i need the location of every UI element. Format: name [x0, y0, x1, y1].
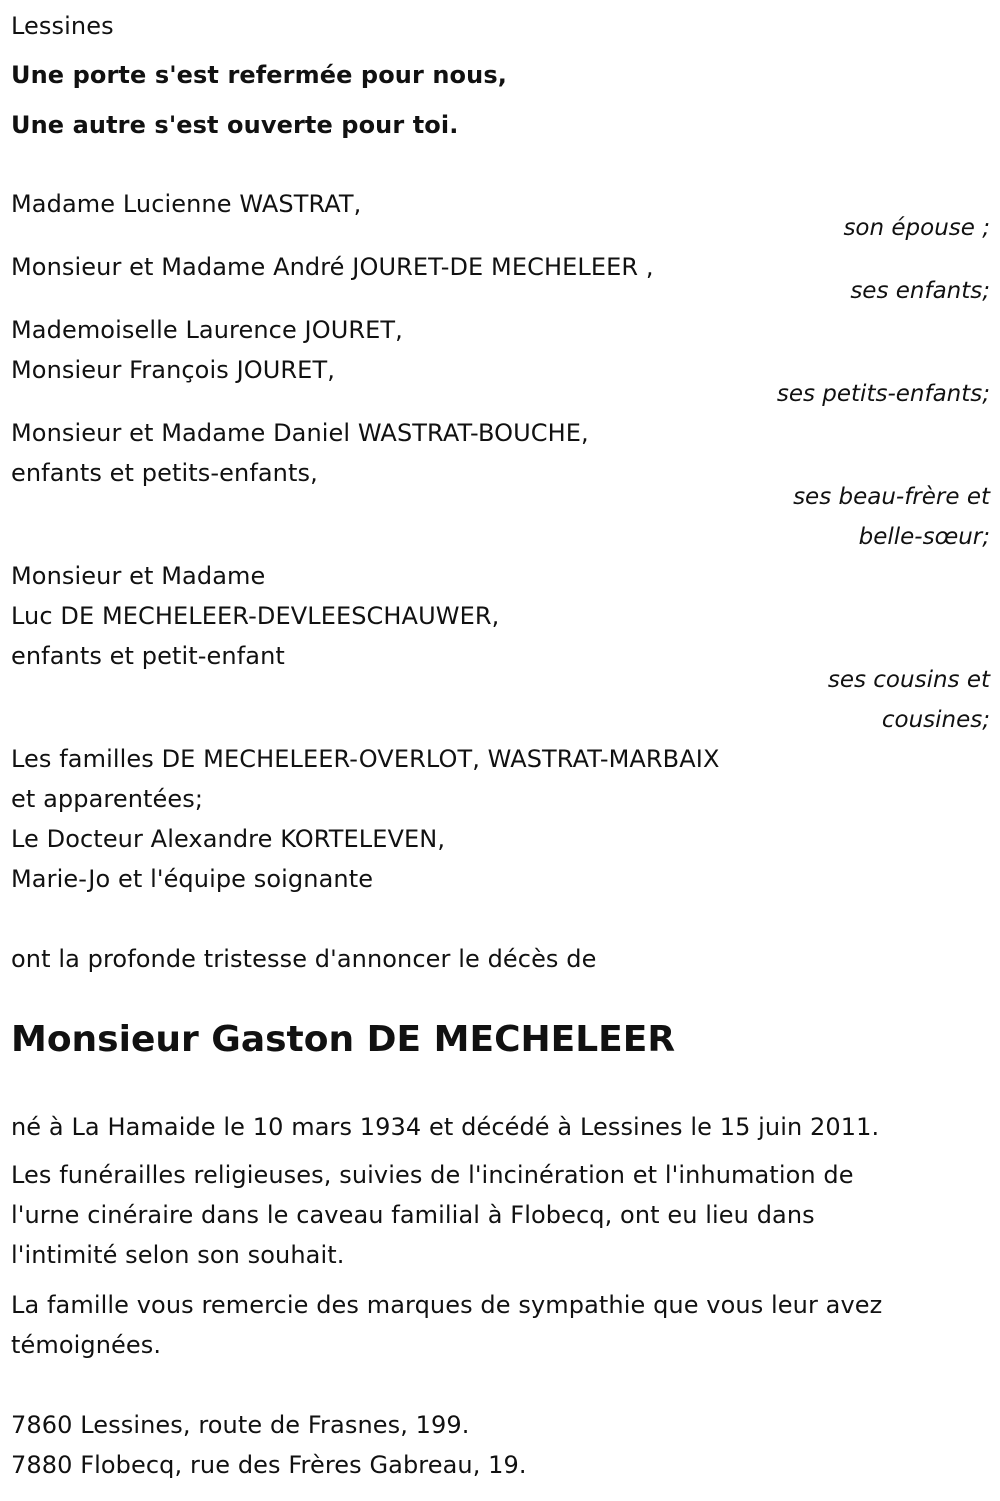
families-line-2: et apparentées;: [11, 785, 204, 813]
children-role: ses enfants;: [850, 278, 990, 304]
location-heading: Lessines: [11, 12, 114, 40]
inlaws-role-line-2: belle-sœur;: [858, 524, 990, 550]
inlaws-name: Monsieur et Madame Daniel WASTRAT-BOUCHE,: [11, 419, 589, 447]
cousins-name-line-1: Monsieur et Madame: [11, 562, 266, 590]
children-name: Monsieur et Madame André JOURET-DE MECHELEER ,: [11, 253, 654, 281]
thanks-line-2: témoignées.: [11, 1331, 162, 1359]
care-team: Marie-Jo et l'équipe soignante: [11, 865, 374, 893]
funeral-line-2: l'urne cinéraire dans le caveau familial à Flobecq, ont eu lieu dans: [11, 1201, 815, 1229]
birth-death-line: né à La Hamaide le 10 mars 1934 et décédé à Lessines le 15 juin 2011.: [11, 1113, 880, 1141]
verse-line-1: Une porte s'est refermée pour nous,: [11, 61, 507, 89]
thanks-line-1: La famille vous remercie des marques de sympathie que vous leur avez: [11, 1291, 883, 1319]
address-line-2: 7880 Flobecq, rue des Frères Gabreau, 19.: [11, 1451, 527, 1479]
address-line-1: 7860 Lessines, route de Frasnes, 199.: [11, 1411, 470, 1439]
funeral-line-3: l'intimité selon son souhait.: [11, 1241, 345, 1269]
funeral-line-1: Les funérailles religieuses, suivies de l'incinération et l'inhumation de: [11, 1161, 854, 1189]
deceased-name: Monsieur Gaston DE MECHELEER: [11, 1019, 676, 1060]
grandchild-name-1: Mademoiselle Laurence JOURET,: [11, 316, 403, 344]
cousins-role-line-2: cousines;: [881, 707, 990, 733]
inlaws-role-line-1: ses beau-frère et: [793, 484, 990, 510]
cousins-role-line-1: ses cousins et: [827, 667, 990, 693]
wife-name: Madame Lucienne WASTRAT,: [11, 190, 362, 218]
families-line-1: Les familles DE MECHELEER-OVERLOT, WASTRAT-MARBAIX: [11, 745, 720, 773]
cousins-extra: enfants et petit-enfant: [11, 642, 285, 670]
inlaws-extra: enfants et petits-enfants,: [11, 459, 318, 487]
grandchild-name-2: Monsieur François JOURET,: [11, 356, 335, 384]
doctor-name: Le Docteur Alexandre KORTELEVEN,: [11, 825, 446, 853]
cousins-name-line-2: Luc DE MECHELEER-DEVLEESCHAUWER,: [11, 602, 500, 630]
verse-line-2: Une autre s'est ouverte pour toi.: [11, 111, 459, 139]
wife-role: son épouse ;: [843, 215, 990, 241]
announcement-intro: ont la profonde tristesse d'annoncer le décès de: [11, 945, 597, 973]
grandchildren-role: ses petits-enfants;: [776, 381, 990, 407]
